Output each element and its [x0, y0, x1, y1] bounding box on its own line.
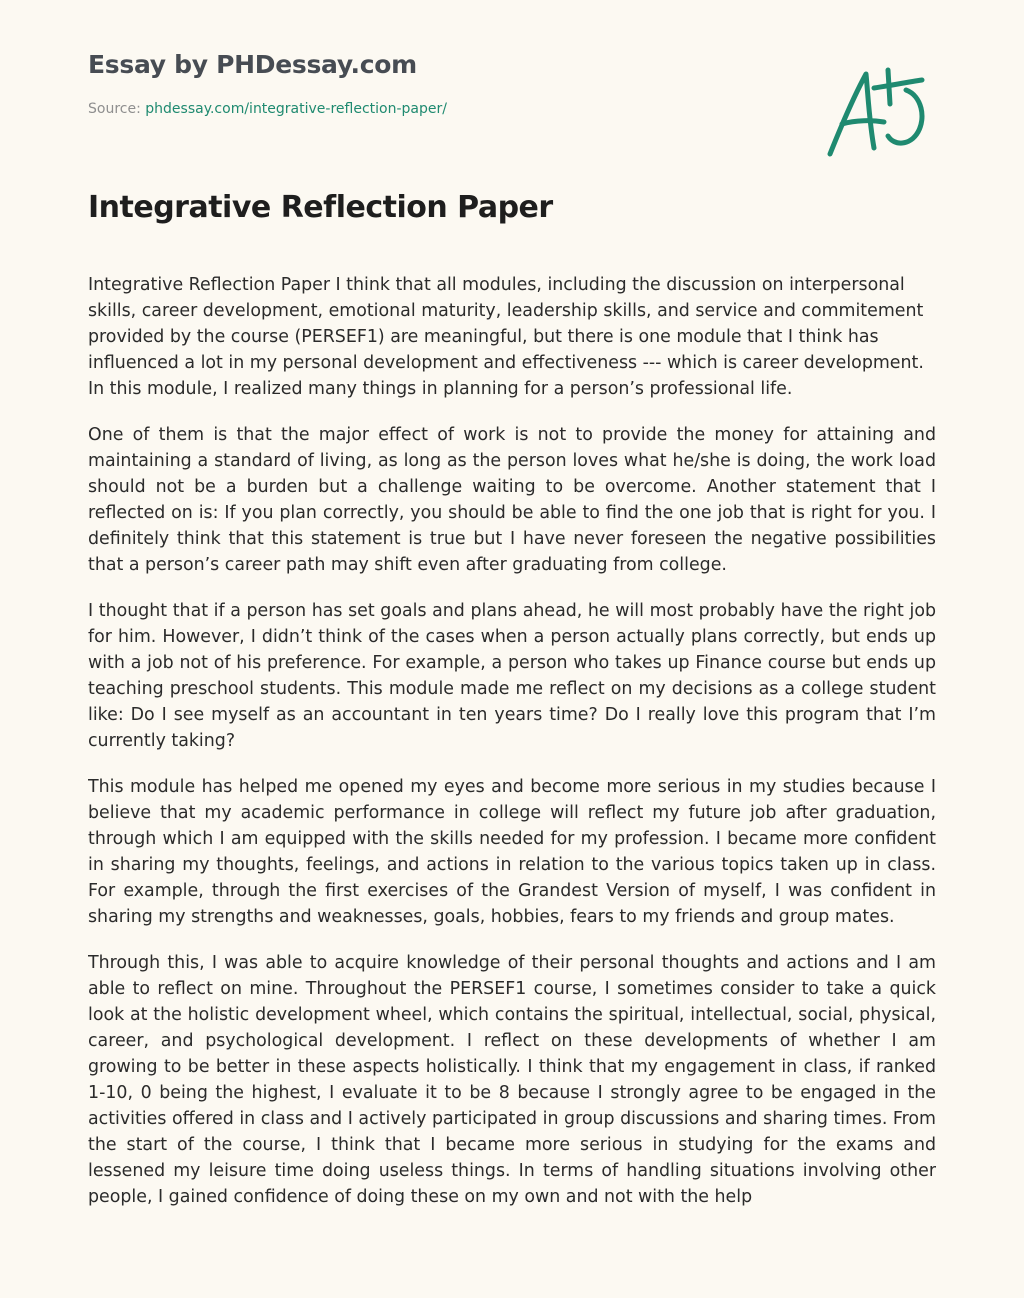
source-link[interactable]: phdessay.com/integrative-reflection-paper/: [145, 101, 447, 117]
document-title: Integrative Reflection Paper: [88, 190, 553, 225]
source-label: Source:: [88, 101, 141, 117]
paragraph: I thought that if a person has set goals and plans ahead, he will most probably have the right job for him. However, I didn’t think of the cases when a person actually plans correctly, but ends up with a job not of his preference. For example, a person who takes up Finance course but ends up teaching preschool students. This module made me reflect on my decisions as a college student like: Do I see myself as an accountant in ten years time? Do I really love this program that I’m currently taking?: [88, 601, 936, 751]
essay-body: [88, 272, 936, 1252]
paragraph: Through this, I was able to acquire knowledge of their personal thoughts and actions and I am able to reflect on mine. Throughout the PERSEF1 course, I sometimes consider to take a quick look at the holistic development wheel, which contains the spiritual, intellectual, social, physical, career, and psychological development. I reflect on these developments of whether I am growing to be better in these aspects holistically. I think that my engagement in class, if ranked 1-10, 0 being the highest, I evaluate it to be 8 because I strongly agree to be engaged in the activities offered in class and I actively participated in group discussions and sharing times. From the start of the course, I think that I became more serious in studying for the exams and lessened my leisure time doing useless things. In terms of handling situations involving other people, I gained confidence of doing these on my own and not with the help: [88, 953, 936, 1207]
paragraph: One of them is that the major effect of work is not to provide the money for attaining and maintaining a standard of living, as long as the person loves what he/she is doing, the work load should not be a burden but a challenge waiting to be overcome. Another statement that I reflected on is: If you plan correctly, you should be able to find the one job that is right for you. I definitely think that this statement is true but I have never foreseen the negative possibilities that a person’s career path may shift even after graduating from college.: [88, 425, 936, 575]
paragraph: This module has helped me opened my eyes and become more serious in my studies because I believe that my academic performance in college will reflect my future job after graduation, through which I am equipped with the skills needed for my profession. I became more confident in sharing my thoughts, feelings, and actions in relation to the various topics taken up in class. For example, through the first exercises of the Grandest Version of myself, I was confident in sharing my strengths and weaknesses, goals, hobbies, fears to my friends and group mates.: [88, 777, 936, 927]
a-plus-logo-icon: [822, 62, 932, 162]
paragraph: Integrative Reflection Paper I think that all modules, including the discussion on interpersonal skills, career development, emotional maturity, leadership skills, and service and commitement provided by the course (PERSEF1) are meaningful, but there is one module that I think has influenced a lot in my personal development and effectiveness --- which is career development. In this module, I realized many things in planning for a person’s professional life.: [88, 275, 924, 399]
source-line: [88, 101, 447, 117]
site-title: Essay by PHDessay.com: [88, 50, 417, 79]
